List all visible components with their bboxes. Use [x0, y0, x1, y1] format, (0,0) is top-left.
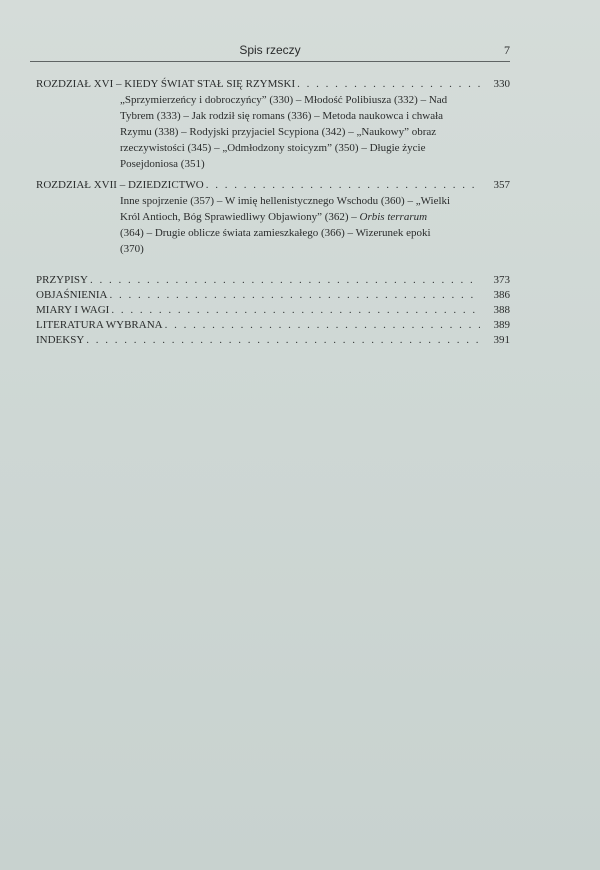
leader-dots [111, 303, 480, 318]
toc-przypisy [36, 273, 510, 288]
contents-line: Rzymu (338) – Rodyjski przyjaciel Scypiona (342) – „Naukowy” obraz [120, 126, 437, 138]
toc-chapter-xvi [36, 77, 510, 172]
section-page: 391 [493, 334, 510, 346]
section-page: 388 [493, 304, 510, 316]
running-header [30, 43, 510, 62]
leader-dots [297, 77, 480, 92]
contents-line: Król Antioch, Bóg Sprawiedliwy Objawiony” (362) – Orbis terrarum [120, 211, 428, 223]
toc-indeksy [36, 333, 510, 348]
contents-line: Tybrem (333) – Jak rodził się romans (336) – Metoda naukowca i chwała [120, 110, 444, 122]
table-of-contents [36, 77, 510, 348]
toc-miary-i-wagi [36, 303, 510, 318]
chapter-page: 357 [493, 179, 510, 191]
leader-dots [165, 318, 480, 333]
contents-line: (364) – Drugie oblicze świata zamieszkałego (366) – Wizerunek epoki [120, 227, 431, 239]
contents-line: Posejdoniosa (351) [120, 158, 205, 170]
running-title: Spis rzeczy [239, 43, 301, 57]
section-title: PRZYPISY [36, 274, 88, 286]
section-page: 389 [493, 319, 510, 331]
section-page: 386 [493, 289, 510, 301]
chapter-contents [120, 193, 486, 257]
chapter-title: ROZDZIAŁ XVI – KIEDY ŚWIAT STAŁ SIĘ RZYMSKI [36, 78, 296, 90]
chapter-title: ROZDZIAŁ XVII – DZIEDZICTWO [36, 179, 204, 191]
section-title: LITERATURA WYBRANA [36, 319, 163, 331]
contents-line: „Sprzymierzeńcy i dobroczyńcy” (330) – Młodość Polibiusza (332) – Nad [120, 94, 448, 106]
toc-objasnienia [36, 288, 510, 303]
page-number: 7 [504, 43, 510, 57]
section-page: 373 [493, 274, 510, 286]
section-title: INDEKSY [36, 334, 85, 346]
toc-literatura-wybrana [36, 318, 510, 333]
chapter-page: 330 [493, 78, 510, 90]
leader-dots [110, 288, 481, 303]
leader-dots [90, 273, 480, 288]
toc-chapter-xvii [36, 178, 510, 257]
contents-line: rzeczywistości (345) – „Odmłodzony stoicyzm” (350) – Długie życie [120, 142, 426, 154]
contents-line: (370) [120, 243, 144, 255]
leader-dots [86, 333, 480, 348]
section-title: OBJAŚNIENIA [36, 289, 108, 301]
latin-phrase: Orbis terrarum [359, 211, 428, 223]
leader-dots [206, 178, 480, 193]
section-title: MIARY I WAGI [36, 304, 110, 316]
chapter-contents [120, 92, 486, 172]
contents-line: Inne spojrzenie (357) – W imię hellenistycznego Wschodu (360) – „Wielki [120, 195, 451, 207]
